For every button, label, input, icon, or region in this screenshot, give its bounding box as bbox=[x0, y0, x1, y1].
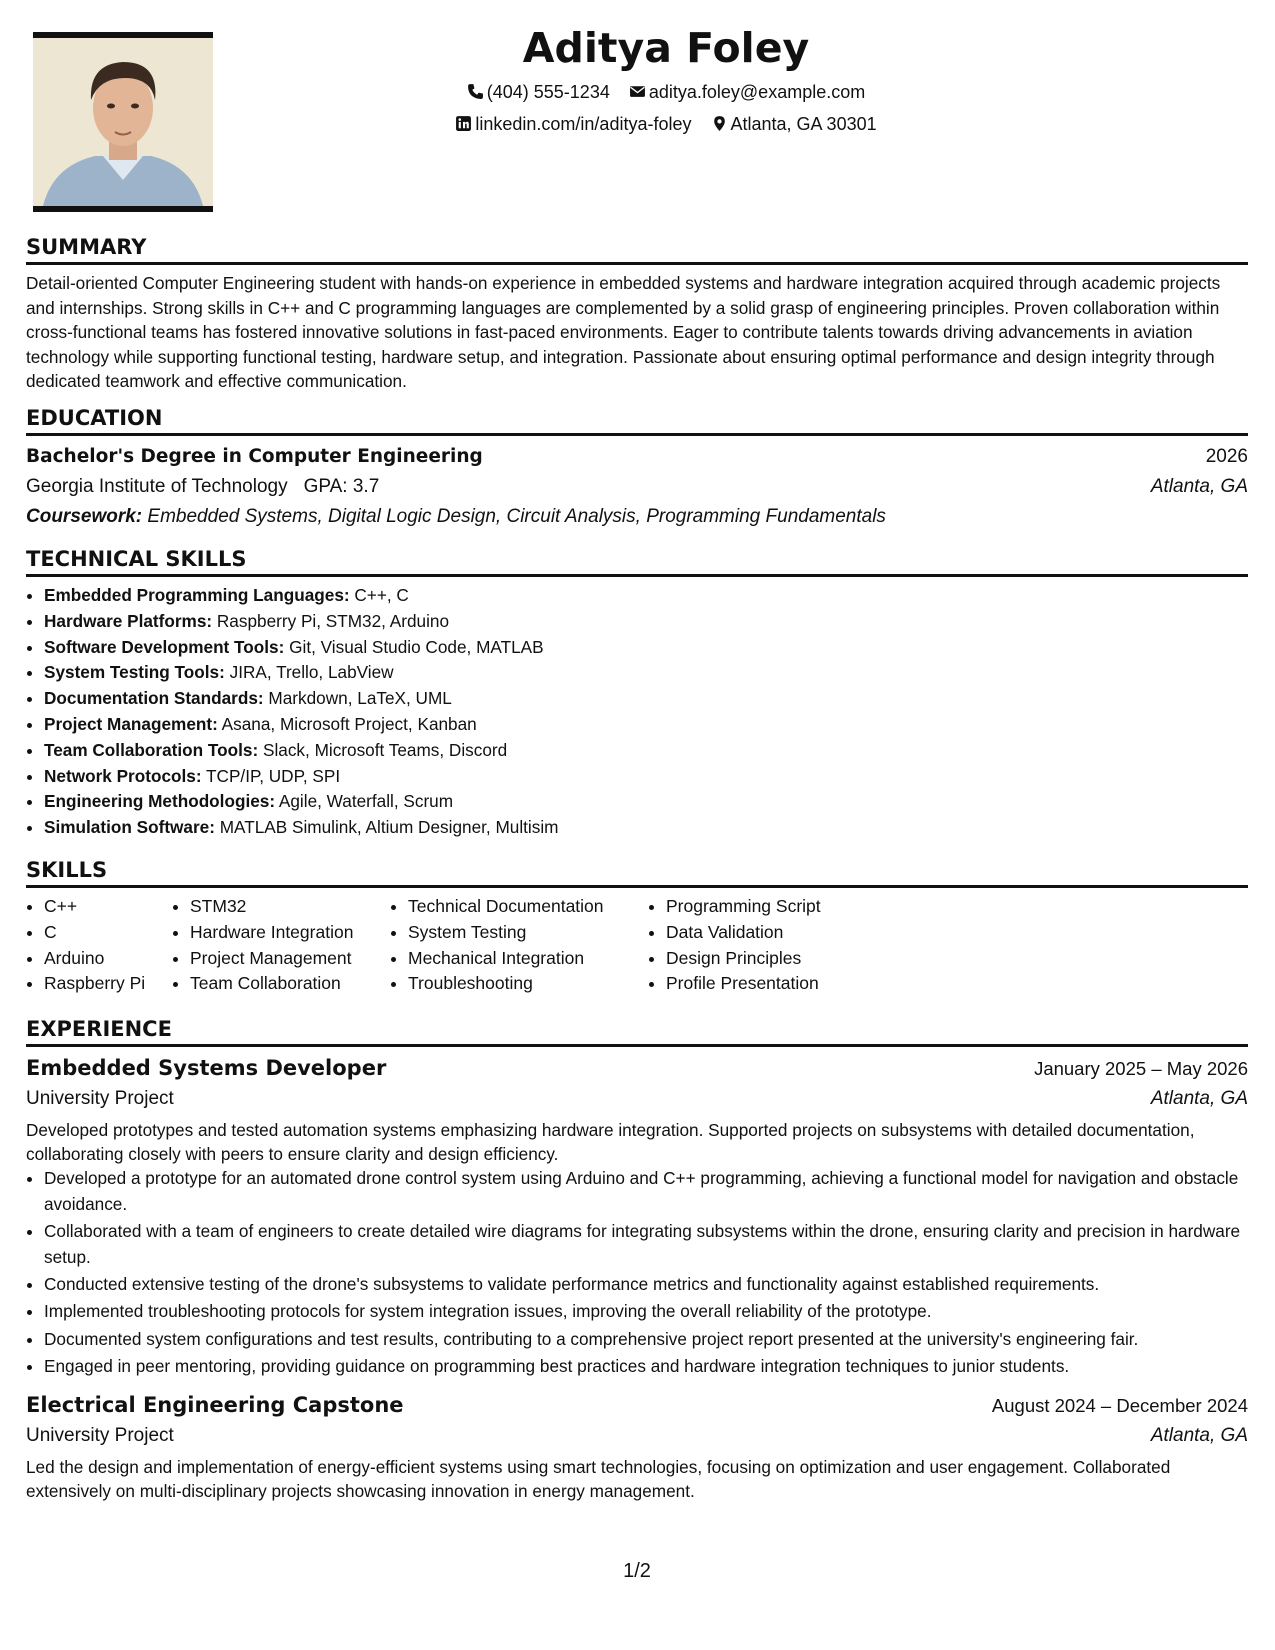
education-row-1 bbox=[26, 442, 1248, 472]
list-item: • Documented system configurations and test results, contributing to a comprehensive project report presented at the university's engineering fair. bbox=[44, 1327, 1248, 1353]
list-item: • Team Collaboration bbox=[190, 971, 390, 997]
skill-value: Raspberry Pi, STM32, Arduino bbox=[216, 610, 450, 631]
technical-skills-section bbox=[26, 546, 1248, 841]
job-location: Atlanta, GA bbox=[1150, 1424, 1248, 1446]
summary-section bbox=[26, 234, 1248, 394]
phone-text: (404) 555-1234 bbox=[486, 82, 610, 102]
graduation-year: 2026 bbox=[1205, 446, 1248, 467]
job-entry bbox=[26, 1053, 1248, 1380]
map-marker-icon bbox=[711, 115, 728, 132]
email-text: aditya.foley@example.com bbox=[648, 82, 866, 102]
job-org: University Project bbox=[26, 1088, 174, 1109]
email[interactable] bbox=[629, 76, 865, 108]
summary-title: SUMMARY bbox=[26, 234, 1248, 265]
job-bullets bbox=[26, 1166, 1248, 1380]
list-item: • Troubleshooting bbox=[408, 971, 648, 997]
experience-title: EXPERIENCE bbox=[26, 1016, 1248, 1047]
skill-label: Simulation Software: bbox=[44, 817, 215, 838]
list-item bbox=[44, 764, 1248, 790]
list-item: • STM32 bbox=[190, 894, 390, 920]
candidate-name: Aditya Foley bbox=[522, 24, 810, 72]
skill-label: Network Protocols: bbox=[44, 765, 202, 786]
list-item bbox=[44, 738, 1248, 764]
job-location: Atlanta, GA bbox=[1150, 1088, 1248, 1109]
list-item bbox=[44, 660, 1248, 686]
list-item bbox=[44, 609, 1248, 635]
coursework-list: Embedded Systems, Digital Logic Design, Circuit Analysis, Programming Fundamentals bbox=[147, 506, 886, 527]
phone[interactable] bbox=[467, 76, 610, 108]
job-title: Electrical Engineering Capstone bbox=[26, 1392, 404, 1417]
contact-line-1 bbox=[316, 76, 1016, 108]
skills-column-1 bbox=[26, 894, 172, 997]
skill-value: TCP/IP, UDP, SPI bbox=[206, 765, 341, 786]
list-item bbox=[44, 712, 1248, 738]
linkedin-icon bbox=[455, 115, 472, 132]
skills-column-4 bbox=[648, 894, 886, 997]
list-item: • Engaged in peer mentoring, providing guidance on programming best practices and hardware integration techniques to junior students. bbox=[44, 1354, 1248, 1380]
skill-label: Embedded Programming Languages: bbox=[44, 585, 350, 605]
profile-photo bbox=[33, 32, 213, 212]
list-item: • C++ bbox=[44, 894, 172, 920]
list-item bbox=[44, 686, 1248, 712]
education-title: EDUCATION bbox=[26, 405, 1248, 436]
job-entry bbox=[26, 1390, 1248, 1503]
list-item: • Conducted extensive testing of the drone's subsystems to validate performance metrics and functionality against established requirements. bbox=[44, 1272, 1248, 1298]
list-item: • Project Management bbox=[190, 946, 390, 972]
linkedin-text: linkedin.com/in/aditya-foley bbox=[475, 114, 692, 134]
list-item bbox=[44, 789, 1248, 815]
location bbox=[711, 108, 877, 140]
coursework-label: Coursework: bbox=[26, 506, 143, 527]
job-description: Developed prototypes and tested automation systems emphasizing hardware integration. Supported projects on subsystems with detailed documentation, collaborating closely with peers to ensure clarity and design efficiency. bbox=[26, 1120, 1195, 1164]
skill-label: Team Collaboration Tools: bbox=[44, 739, 259, 760]
list-item: • Hardware Integration bbox=[190, 920, 390, 946]
experience-section bbox=[26, 1016, 1248, 1503]
list-item: • Raspberry Pi bbox=[44, 971, 172, 997]
header bbox=[316, 20, 1016, 140]
job-title: Embedded Systems Developer bbox=[26, 1056, 387, 1080]
gpa: GPA: 3.7 bbox=[303, 476, 380, 497]
list-item: • Design Principles bbox=[666, 946, 886, 972]
skill-value: JIRA, Trello, LabView bbox=[229, 662, 394, 683]
list-item: • Technical Documentation bbox=[408, 894, 648, 920]
skill-label: Software Development Tools: bbox=[44, 636, 285, 657]
job-header bbox=[26, 1053, 1248, 1084]
skill-value: Markdown, LaTeX, UML bbox=[268, 688, 452, 709]
skills-grid bbox=[26, 894, 1248, 997]
job-subheader bbox=[26, 1084, 1248, 1114]
list-item: • Mechanical Integration bbox=[408, 946, 648, 972]
location-text: Atlanta, GA 30301 bbox=[730, 114, 877, 134]
list-item: • Profile Presentation bbox=[666, 971, 886, 997]
skill-value: Git, Visual Studio Code, MATLAB bbox=[289, 636, 544, 657]
list-item: • Collaborated with a team of engineers to create detailed wire diagrams for integrating subsystems within the drone, ensuring clarity and precision in hardware setup. bbox=[44, 1219, 1248, 1271]
skills-title: SKILLS bbox=[26, 857, 1248, 888]
technical-skills-title: TECHNICAL SKILLS bbox=[26, 546, 1248, 577]
resume-page bbox=[26, 0, 1248, 1650]
phone-icon bbox=[467, 83, 484, 100]
list-item: • Programming Script bbox=[666, 894, 886, 920]
envelope-icon bbox=[629, 83, 646, 100]
list-item bbox=[44, 583, 1248, 609]
list-item: • C bbox=[44, 920, 172, 946]
job-header bbox=[26, 1390, 1248, 1421]
list-item: • System Testing bbox=[408, 920, 648, 946]
skills-column-3 bbox=[390, 894, 648, 997]
school-location: Atlanta, GA bbox=[1150, 476, 1248, 497]
list-item bbox=[44, 815, 1248, 841]
list-item: • Developed a prototype for an automated drone control system using Arduino and C++ programming, achieving a functional model for navigation and obstacle avoidance. bbox=[44, 1166, 1248, 1218]
skill-value: Agile, Waterfall, Scrum bbox=[278, 791, 454, 812]
school-line bbox=[26, 472, 379, 502]
education-row-2 bbox=[26, 472, 1248, 502]
summary-text: Detail-oriented Computer Engineering student with hands-on experience in embedded systems and hardware integration acquired through academic projects and internships. Strong skills in C++ and C programming languages are complemented by a solid grasp of engineering principles. Proven collaboration within cross-functional teams has fostered innovative solutions in fast-paced environments. Eager to contribute talents towards driving advancements in aviation technology while supporting functional testing, hardware setup, and integration. Passionate about ensuring optimal performance and design integrity through dedicated teamwork and effective communication. bbox=[26, 273, 1221, 391]
degree: Bachelor's Degree in Computer Engineering bbox=[26, 446, 483, 467]
skill-label: Hardware Platforms: bbox=[44, 610, 213, 631]
job-dates: August 2024 – December 2024 bbox=[991, 1394, 1248, 1416]
skill-label: Engineering Methodologies: bbox=[44, 791, 276, 812]
skill-label: Project Management: bbox=[44, 713, 218, 734]
skills-column-2 bbox=[172, 894, 390, 997]
job-subheader bbox=[26, 1421, 1248, 1451]
contact-line-2 bbox=[316, 108, 1016, 140]
list-item: • Data Validation bbox=[666, 920, 886, 946]
skill-value: C++, C bbox=[354, 585, 409, 605]
skill-value: Slack, Microsoft Teams, Discord bbox=[263, 739, 508, 760]
technical-skills-list bbox=[26, 583, 1248, 841]
school-name: Georgia Institute of Technology bbox=[26, 476, 288, 497]
skill-value: Asana, Microsoft Project, Kanban bbox=[221, 713, 477, 734]
skill-label: System Testing Tools: bbox=[44, 662, 225, 683]
job-org: University Project bbox=[26, 1424, 174, 1446]
linkedin[interactable] bbox=[455, 108, 691, 140]
page-number: 1/2 bbox=[623, 1560, 651, 1582]
list-item: • Implemented troubleshooting protocols for system integration issues, improving the overall reliability of the prototype. bbox=[44, 1299, 1248, 1325]
skills-section bbox=[26, 857, 1248, 997]
list-item bbox=[44, 635, 1248, 661]
job-dates: January 2025 – May 2026 bbox=[1034, 1058, 1248, 1079]
portrait-image bbox=[33, 38, 213, 206]
skill-label: Documentation Standards: bbox=[44, 688, 264, 709]
education-section bbox=[26, 405, 1248, 532]
skill-value: MATLAB Simulink, Altium Designer, Multisim bbox=[219, 817, 559, 838]
job-description: Led the design and implementation of energy-efficient systems using smart technologies, focusing on optimization and user engagement. Collaborated extensively on multi-disciplinary projects showcasing innovation in energy management. bbox=[26, 1456, 1171, 1501]
list-item: • Arduino bbox=[44, 946, 172, 972]
coursework bbox=[26, 502, 1248, 532]
